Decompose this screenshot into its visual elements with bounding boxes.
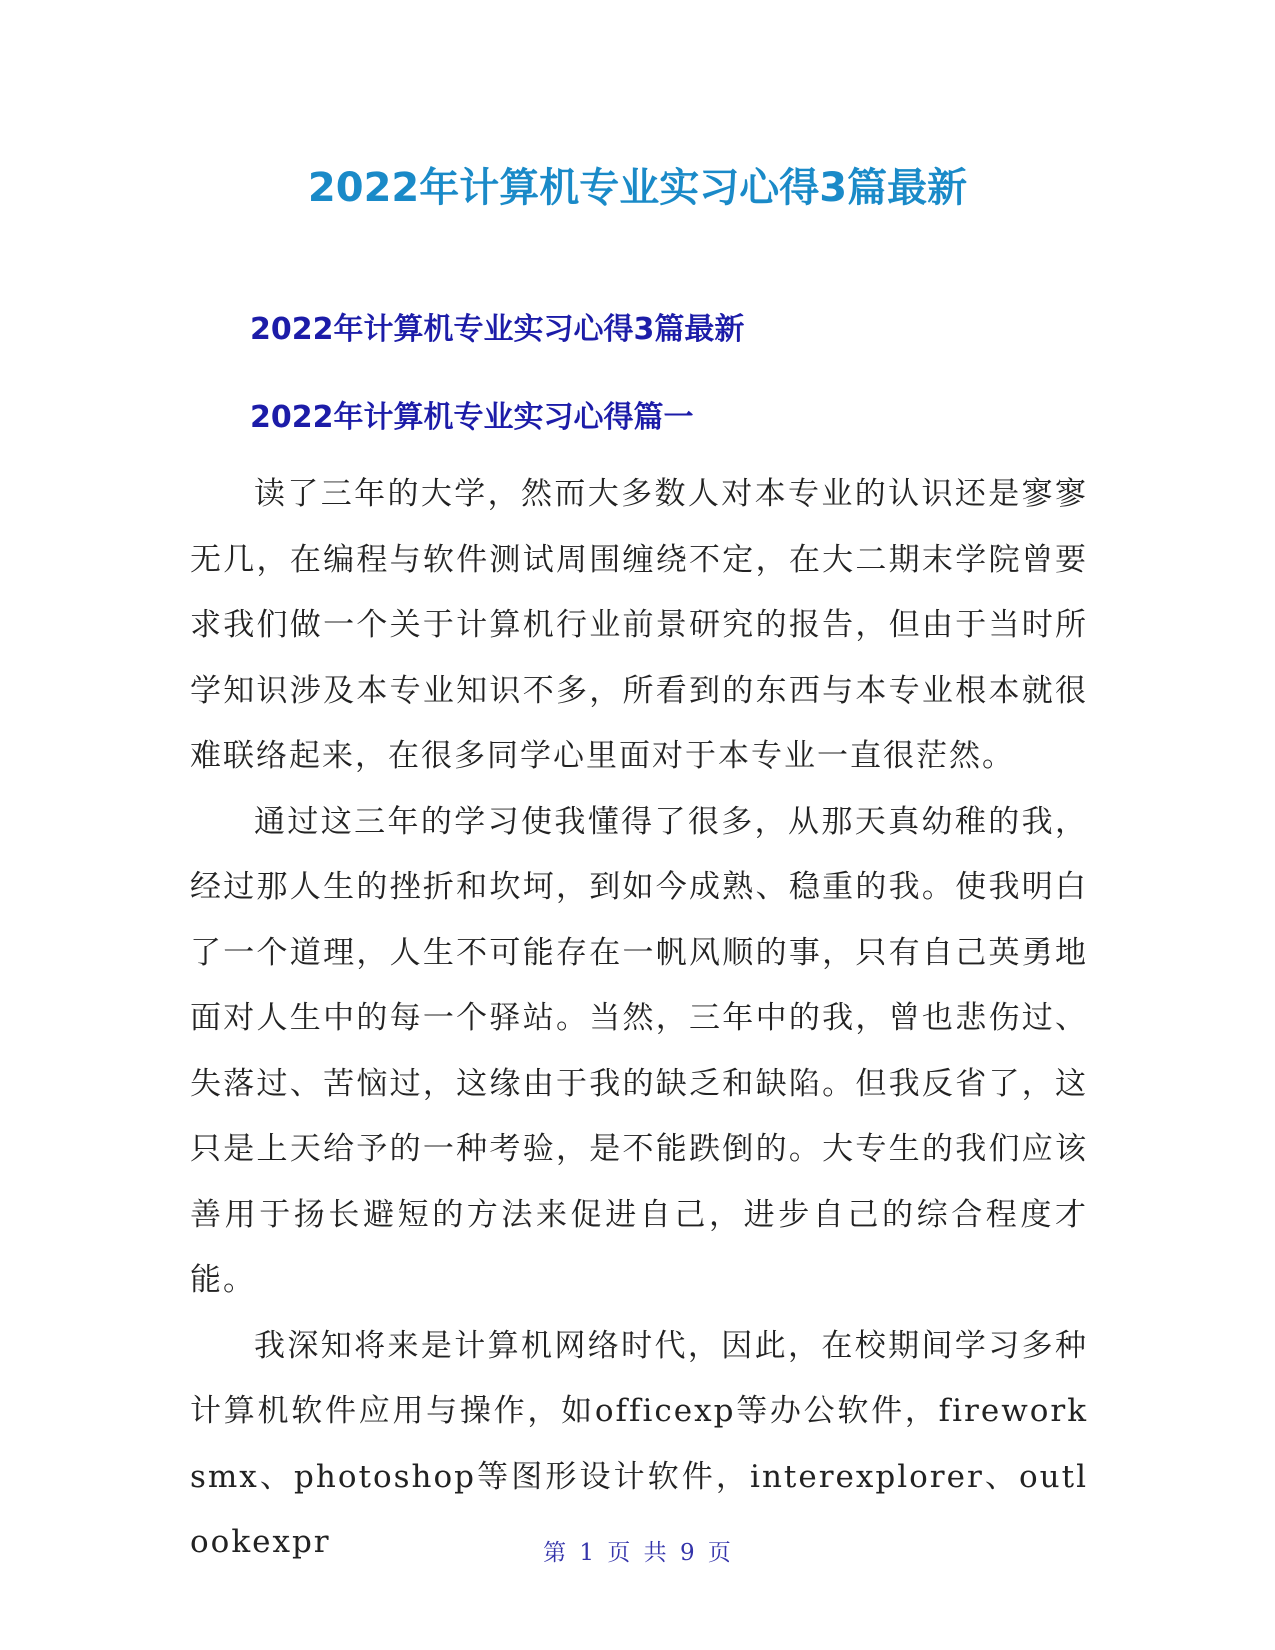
document-title: 2022年计算机专业实习心得3篇最新 xyxy=(307,165,968,211)
paragraph-1: 读了三年的大学，然而大多数人对本专业的认识还是寥寥无几，在编程与软件测试周围缠绕不定，在大二期末学院曾要求我们做一个关于计算机行业前景研究的报告，但由于当时所学知识涉及本专业知识不多，所看到的东西与本专业根本就很难联络起来，在很多同学心里面对于本专业一直很茫然。 xyxy=(190,476,1088,774)
document-body xyxy=(190,462,1088,1576)
footer-current-page: 1 xyxy=(579,1540,596,1566)
footer-suffix: 页 xyxy=(707,1540,732,1566)
footer-total-pages: 9 xyxy=(679,1540,696,1566)
paragraph-3: 我深知将来是计算机网络时代，因此，在校期间学习多种计算机软件应用与操作，如officexp等办公软件，fireworksmx、photoshop等图形设计软件，interexplorer、outlookexpr xyxy=(190,1327,1088,1560)
paragraph-2: 通过这三年的学习使我懂得了很多，从那天真幼稚的我，经过那人生的挫折和坎坷，到如今成熟、稳重的我。使我明白了一个道理，人生不可能存在一帆风顺的事，只有自己英勇地面对人生中的每一个驿站。当然，三年中的我，曾也悲伤过、失落过、苦恼过，这缘由于我的缺乏和缺陷。但我反省了，这只是上天给予的一种考验，是不能跌倒的。大专生的我们应该善用于扬长避短的方法来促进自己，进步自己的综合程度才能。 xyxy=(190,803,1088,1298)
footer-prefix: 第 xyxy=(543,1540,568,1566)
footer-page-word: 页 xyxy=(607,1540,632,1566)
section-heading: 2022年计算机专业实习心得篇一 xyxy=(250,400,694,435)
document-subheading: 2022年计算机专业实习心得3篇最新 xyxy=(250,312,745,347)
footer-total-word: 共 xyxy=(643,1540,668,1566)
page-footer xyxy=(0,1538,1275,1568)
